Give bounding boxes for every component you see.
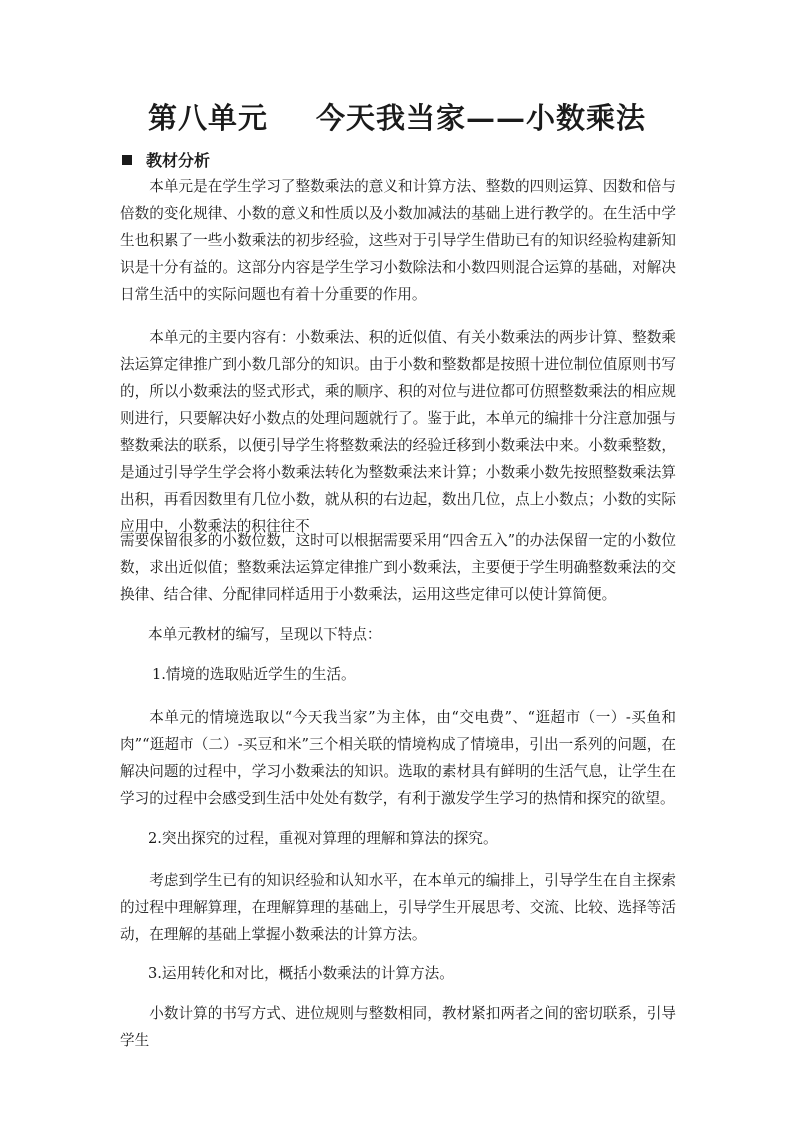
paragraph-features-intro: 本单元教材的编写，呈现以下特点：	[148, 626, 382, 643]
square-bullet-icon	[122, 155, 132, 165]
title-unit: 第八单元	[147, 101, 268, 135]
feature-item-1: 1.情境的选取贴近学生的生活。	[152, 666, 356, 683]
paragraph-main-content: 本单元的主要内容有：小数乘法、积的近似值、有关小数乘法的两步计算、整数乘法运算定律推广到小数几部分的知识。由于小数和整数都是按照十进位制位值原则书写的，所以小数乘法的竖式形式，乘的顺序、积的对位与进位都可仿照整数乘法的相应规则进行，只要解决好小数点的处理问题就行了。鉴于此，本单元的编排十分注意加强与整数乘法的联系，以便引导学生将整数乘法的经验迁移到小数乘法中来。小数乘整数，是通过引导学生学会将小数乘法转化为整数乘法来计算；小数乘小数先按照整数乘法算出积，再看因数里有几位小数，就从积的右边起，数出几位，点上小数点；小数的实际应用中，小数乘法的积往往不	[120, 329, 676, 535]
paragraph-intro: 本单元是在学生学习了整数乘法的意义和计算方法、整数的四则运算、因数和倍与倍数的变化规律、小数的意义和性质以及小数加减法的基础上进行教学的。在生活中学生也积累了一些小数乘法的初步经验，这些对于引导学生借助已有的知识经验构建新知识是十分有益的。这部分内容是学生学习小数除法和小数四则混合运算的基础，对解决日常生活中的实际问题也有着十分重要的作用。	[120, 178, 676, 303]
feature-item-3: 3.运用转化和对比，概括小数乘法的计算方法。	[148, 965, 454, 982]
paragraph-approximation: 需要保留很多的小数位数，这时可以根据需要采用“四舍五入”的办法保留一定的小数位数，求出近似值；整数乘法运算定律推广到小数乘法，主要便于学生明确整数乘法的交换律、结合律、分配律同样适用于小数乘法，运用这些定律可以使计算简便。	[120, 532, 676, 603]
title-topic: 今天我当家——小数乘法	[316, 101, 647, 135]
paragraph-exploration: 考虑到学生已有的知识经验和认知水平，在本单元的编排上，引导学生在自主探索的过程中理解算理，在理解算理的基础上，引导学生开展思考、交流、比较、选择等活动，在理解的基础上掌握小数乘法的计算方法。	[120, 872, 676, 943]
section-heading-label: 教材分析	[146, 151, 211, 170]
paragraph-comparison: 小数计算的书写方式、进位规则与整数相同，教材紧扣两者之间的密切联系，引导学生	[120, 1005, 676, 1049]
paragraph-context: 本单元的情境选取以“今天我当家”为主体，由“交电费”、“逛超市（一）-买鱼和肉”“逛超市（二）-买豆和米”三个相关联的情境构成了情境串，引出一系列的问题，在解决问题的过程中，学习小数乘法的知识。选取的素材具有鲜明的生活气息，让学生在学习的过程中会感受到生活中处处有数学，有利于激发学生学习的热情和探究的欲望。	[120, 709, 676, 807]
feature-item-2: 2.突出探究的过程，重视对算理的理解和算法的探究。	[148, 830, 498, 847]
section-heading	[122, 148, 210, 171]
page-title	[0, 96, 794, 137]
